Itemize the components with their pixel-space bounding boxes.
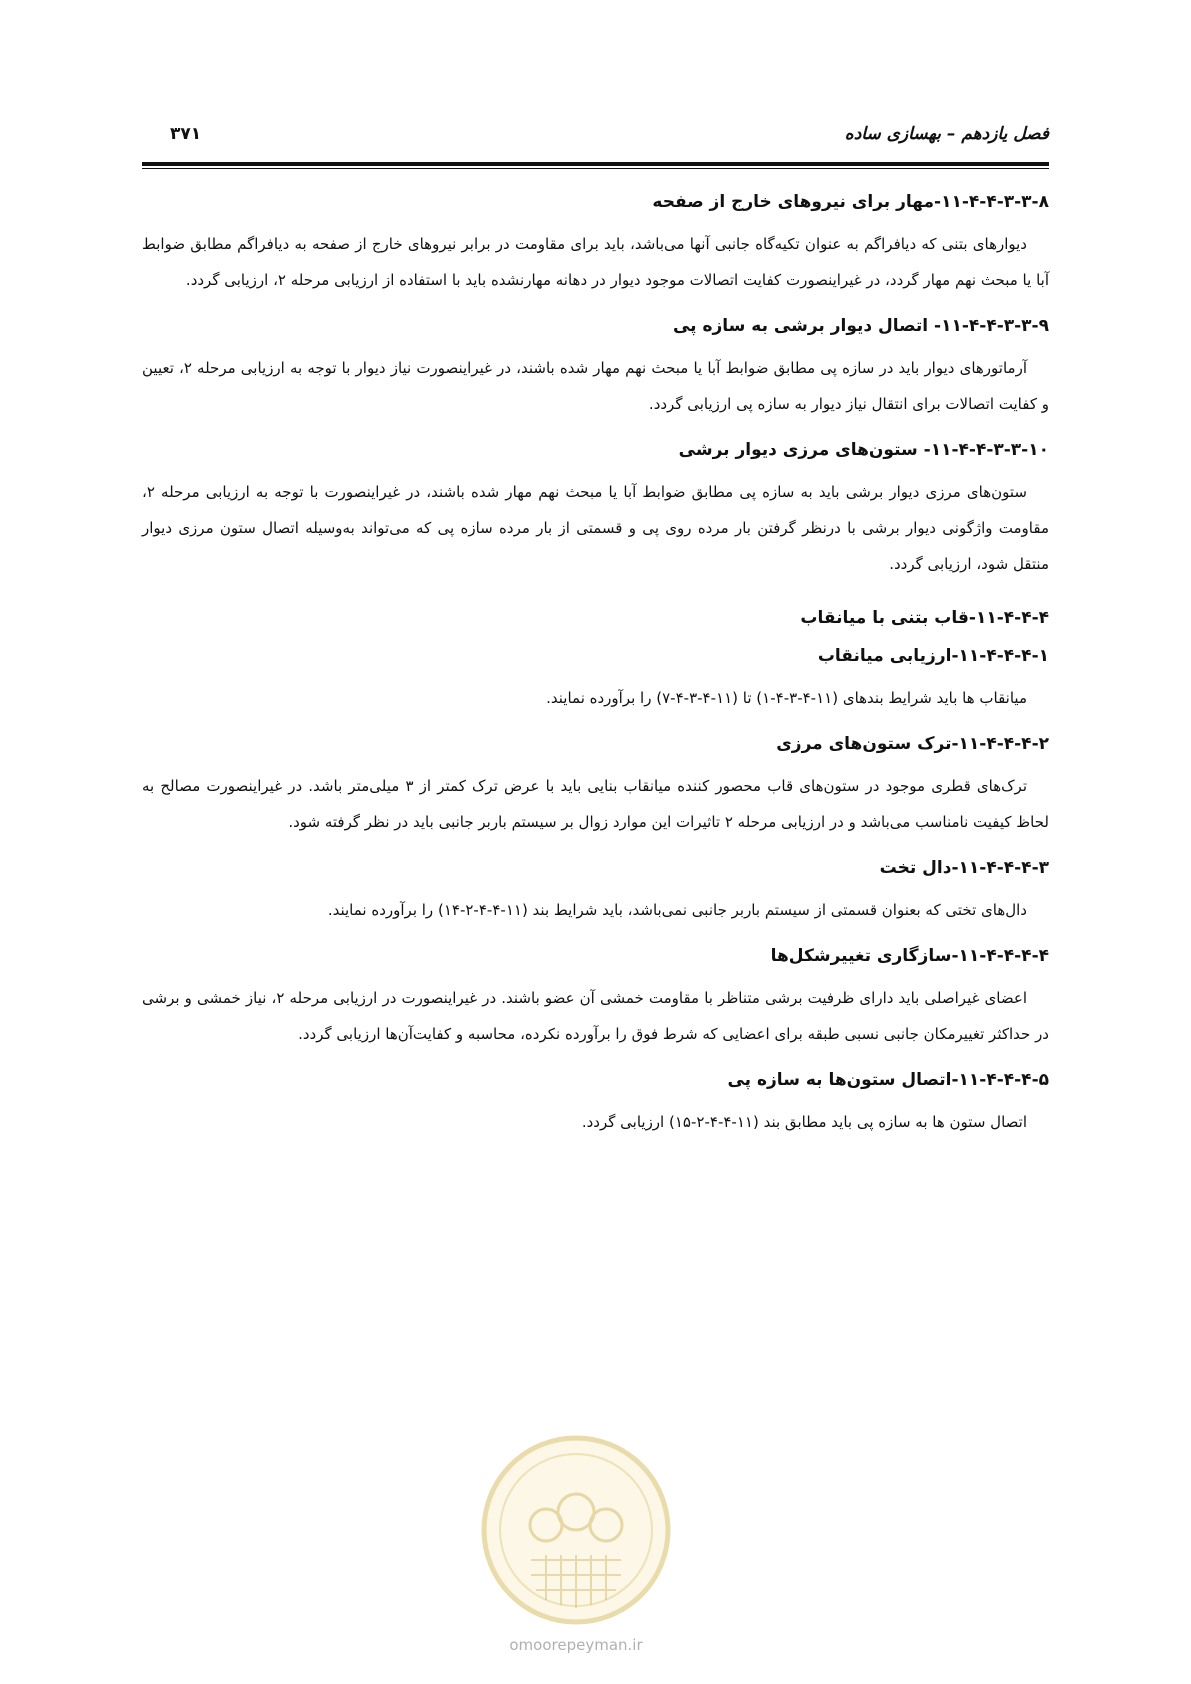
page-number: ۳۷۱ bbox=[170, 124, 202, 144]
section-heading: ۱۱-۴-۴-۳-۳-۹- اتصال دیوار برشی به سازه پی bbox=[672, 316, 1049, 336]
page-body bbox=[142, 188, 1049, 1154]
section-8 bbox=[142, 188, 1049, 298]
watermark-seal-icon bbox=[476, 1430, 676, 1630]
section-flat-slab bbox=[142, 854, 1049, 928]
section-paragraph: ترک‌های قطری موجود در ستون‌های قاب محصور کننده میانقاب بنایی باید با عرض ترک کمتر از ۳ میلی‌متر باشد. در غیراینصورت مصالح به لحاظ کیفیت نامناسب می‌باشد و در ارزیابی مرحله ۲ تاثیرات این موارد زوال بر سیستم باربر جانبی باید در نظر گرفته شود. bbox=[142, 777, 1049, 831]
section-paragraph: اتصال ستون ها به سازه پی باید مطابق بند (۱۱-۴-۴-۲-۱۵) ارزیابی گردد. bbox=[581, 1113, 1027, 1131]
section-paragraph: میانقاب ها باید شرایط بندهای (۱۱-۴-۳-۴-۱) تا (۱۱-۴-۳-۴-۷) را برآورده نمایند. bbox=[546, 689, 1027, 707]
section-column-foundation bbox=[142, 1066, 1049, 1140]
section-boundary-column-cracks bbox=[142, 730, 1049, 840]
chapter-title: فصل یازدهم – بهسازی ساده bbox=[844, 124, 1049, 144]
section-paragraph: اعضای غیراصلی باید دارای ظرفیت برشی متناظر با مقاومت خمشی آن عضو باشند. در غیراینصورت در ارزیابی مرحله ۲، نیاز خمشی و برشی در حداکثر تغییرمکان جانبی نسبی طبقه برای اعضایی که شرط فوق را برآورده نکرده، محاسبه و کفایت‌آن‌ها ارزیابی گردد. bbox=[142, 989, 1049, 1043]
section-paragraph: دیوارهای بتنی که دیافراگم به عنوان تکیه‌گاه جانبی آنها می‌باشد، باید برای مقاومت در برابر نیروهای خارج از صفحه به دیافراگم مطابق ضوابط آبا یا مبحث نهم مهار گردد، در غیراینصورت کفایت اتصالات موجود دیوار در دهانه مهارنشده باید با استفاده از ارزیابی مرحله ۲، ارزیابی گردد. bbox=[142, 235, 1049, 289]
section-infill-frame bbox=[142, 604, 1049, 632]
section-deformation-compatibility bbox=[142, 942, 1049, 1052]
section-paragraph: آرماتورهای دیوار باید در سازه پی مطابق ضوابط آبا یا مبحث نهم مهار شده باشند، در غیراینصورت نیاز دیوار با توجه به ارزیابی مرحله ۲، تعیین و کفایت اتصالات برای انتقال نیاز دیوار به سازه پی ارزیابی گردد. bbox=[142, 359, 1049, 413]
section-9 bbox=[142, 312, 1049, 422]
section-10 bbox=[142, 436, 1049, 582]
page-header bbox=[142, 124, 1049, 152]
section-heading: ۱۱-۴-۴-۴-۴-سازگاری تغییرشکل‌ها bbox=[770, 946, 1049, 966]
section-infill-assessment bbox=[142, 642, 1049, 716]
section-heading: ۱۱-۴-۴-۴-قاب بتنی با میانقاب bbox=[800, 608, 1049, 628]
section-heading: ۱۱-۴-۴-۳-۳-۸-مهار برای نیروهای خارج از صفحه bbox=[652, 192, 1049, 212]
section-paragraph: ستون‌های مرزی دیوار برشی باید به سازه پی مطابق ضوابط آبا یا مبحث نهم مهار شده باشند، در غیراینصورت با توجه به ارزیابی مرحله ۲، مقاومت واژگونی دیوار برشی با درنظر گرفتن بار مرده روی پی و قسمتی از بار مرده سازه پی که می‌تواند به‌وسیله اتصال ستون مرزی دیوار منتقل شود، ارزیابی گردد. bbox=[142, 483, 1049, 573]
header-rule-thick bbox=[142, 162, 1049, 166]
header-rule-thin bbox=[142, 168, 1049, 169]
section-heading: ۱۱-۴-۴-۴-۱-ارزیابی میانقاب bbox=[817, 646, 1049, 666]
section-paragraph: دال‌های تختی که بعنوان قسمتی از سیستم باربر جانبی نمی‌باشد، باید شرایط بند (۱۱-۴-۴-۲-۱۴) را برآورده نمایند. bbox=[327, 901, 1027, 919]
watermark-site-url: omoorepeyman.ir bbox=[509, 1636, 643, 1654]
section-heading: ۱۱-۴-۴-۴-۳-دال تخت bbox=[879, 858, 1049, 878]
section-heading: ۱۱-۴-۴-۴-۵-اتصال ستون‌ها به سازه پی bbox=[727, 1070, 1049, 1090]
section-heading: ۱۱-۴-۴-۳-۳-۱۰- ستون‌های مرزی دیوار برشی bbox=[678, 440, 1049, 460]
section-heading: ۱۱-۴-۴-۴-۲-ترک ستون‌های مرزی bbox=[776, 734, 1049, 754]
